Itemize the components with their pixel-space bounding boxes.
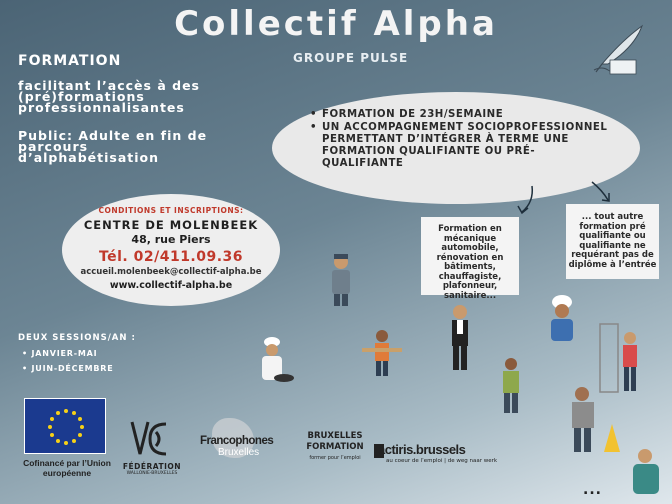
actiris-label: actiris.brussels	[378, 442, 466, 457]
baker-illustration	[537, 293, 587, 345]
website-link[interactable]: www.collectif-alpha.be	[109, 280, 233, 291]
federation-logo-icon	[126, 418, 176, 460]
trades-box: Formation en mécanique automobile, rénovation en bâtiments, chauffagiste, plafonneur, sanitaire...	[421, 217, 519, 295]
actiris-sub: au coeur de l’emploi | de weg naar werk	[386, 458, 498, 464]
phone-number[interactable]: Tél. 02/411.09.36	[98, 249, 244, 265]
email-link[interactable]: accueil.molenbeek@collectif-alpha.be	[80, 267, 262, 277]
page-title: Collectif Alpha	[174, 4, 498, 44]
waiter-illustration	[443, 300, 478, 372]
federation-sub: WALLONIE-BRUXELLES	[126, 471, 178, 476]
mechanic-illustration	[326, 252, 356, 307]
janitor-illustration	[560, 384, 620, 454]
eu-stars-icon	[25, 399, 107, 455]
main-points-list	[310, 109, 610, 171]
centre-address: 48, rue Piers	[131, 233, 211, 246]
lead-text: facilitant l’accès à des (pré)formations professionnalisantes	[18, 78, 200, 115]
eu-flag-logo	[24, 398, 106, 454]
francophones-label: Francophones	[200, 435, 274, 447]
worker-illustration	[360, 328, 410, 378]
public-text: Public: Adulte en fin de parcours d’alphabétisation	[18, 128, 208, 165]
gardener-illustration	[496, 356, 526, 414]
quill-icon	[588, 20, 648, 80]
federation-label: FÉDÉRATION	[122, 462, 182, 471]
bf-sub: former pour l’emploi	[309, 455, 361, 461]
francophones-sub: Bruxelles	[218, 447, 260, 458]
eu-label: Cofinancé par l’Union européenne	[23, 458, 111, 478]
session-item: • JUIN-DÉCEMBRE	[22, 364, 114, 373]
centre-name: CENTRE DE MOLENBEEK	[83, 218, 259, 232]
bf-top: BRUXELLES	[307, 431, 363, 441]
formation-heading: FORMATION	[18, 53, 122, 69]
conditions-label: CONDITIONS ET INSCRIPTIONS:	[98, 206, 244, 215]
sessions-title: DEUX SESSIONS/AN :	[18, 333, 136, 343]
session-item: • JANVIER-MAI	[22, 349, 98, 358]
other-training-box: ... tout autre formation pré qualifiante ou qualifiante ne requérant pas de diplôme à l’entrée	[566, 204, 659, 279]
conditions-block	[70, 206, 272, 291]
main-point: • FORMATION DE 23H/SEMAINE	[310, 109, 610, 121]
main-point: • UN ACCOMPAGNEMENT SOCIOPROFESSIONNEL PERMETTANT D’INTÉGRER À TERME UNE FORMATION QUALIFIANTE OU PRÉ-QUALIFIANTE	[310, 122, 610, 170]
group-name: GROUPE PULSE	[293, 51, 409, 65]
chef-illustration	[248, 336, 298, 392]
more-indicator: ...	[583, 482, 602, 498]
technician-illustration	[625, 446, 669, 502]
bf-mid: FORMATION	[306, 442, 364, 452]
